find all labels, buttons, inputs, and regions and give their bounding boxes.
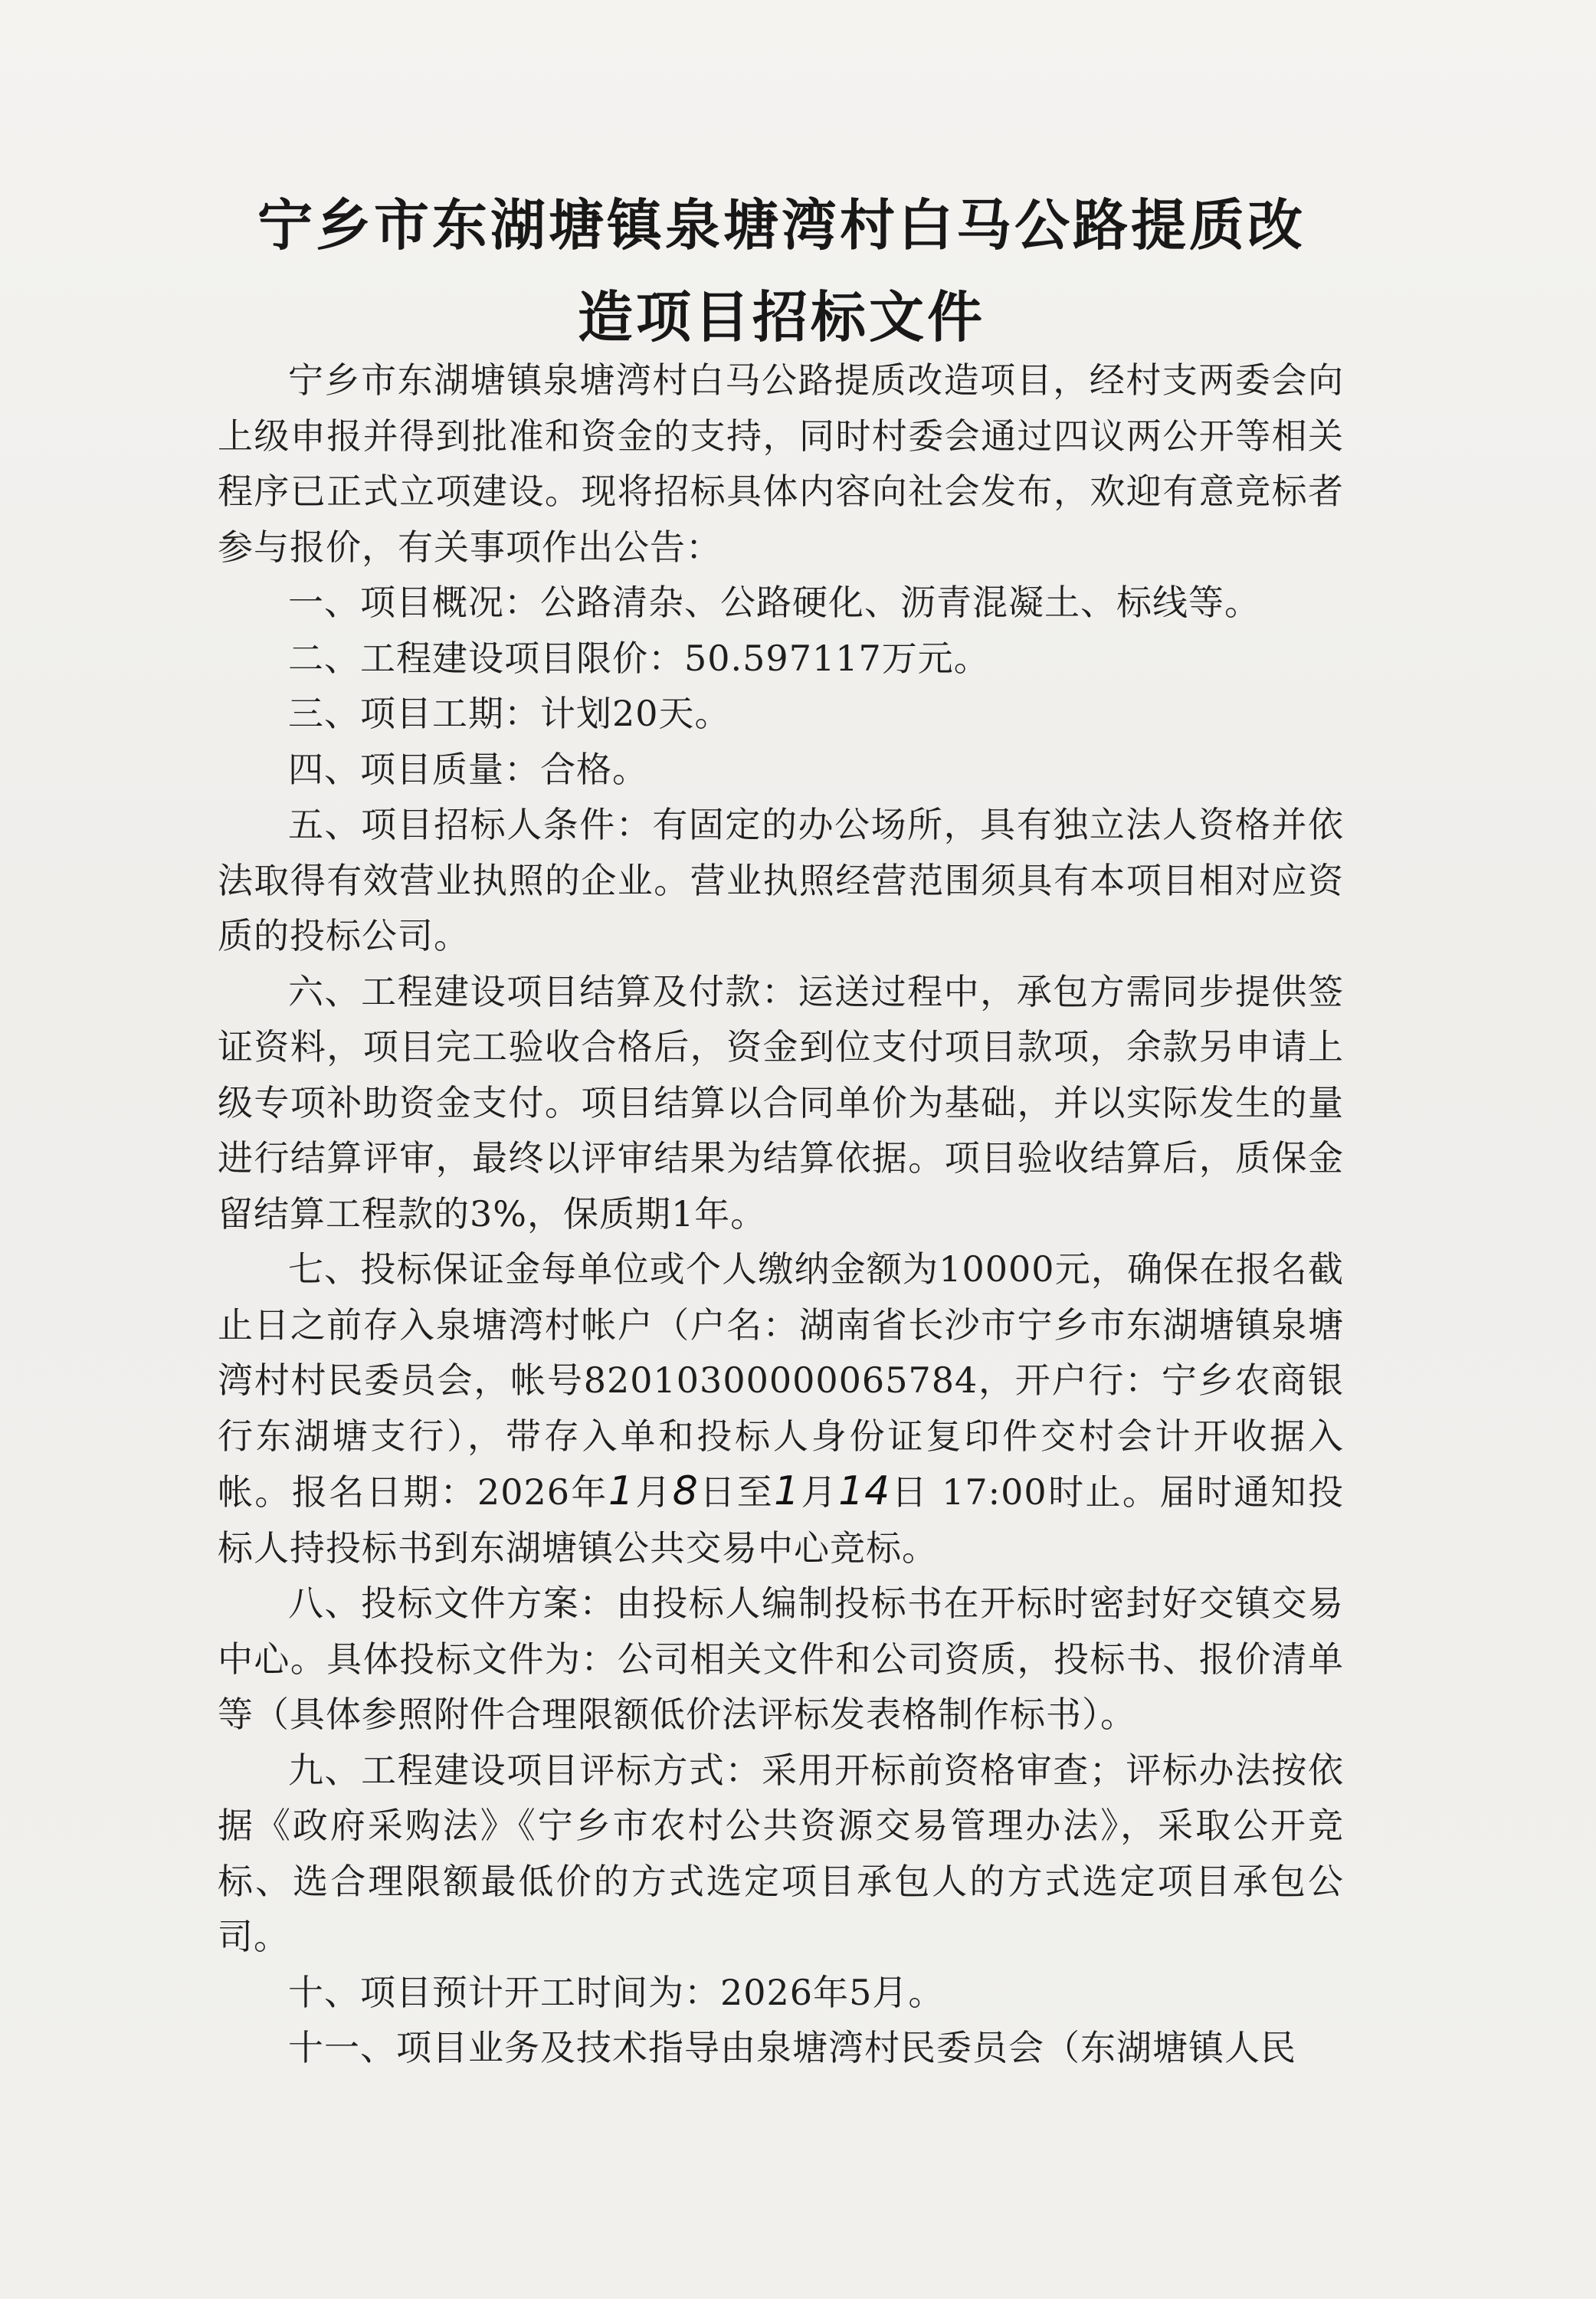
month-char-1: 月	[634, 1471, 673, 1513]
intro-paragraph: 宁乡市东湖塘镇泉塘湾村白马公路提质改造项目，经村支两委会向上级申报并得到批准和资金的支持，同时村委会通过四议两公开等相关程序已正式立项建设。现将招标具体内容向社会发布，欢迎有意竞标者参与报价，有关事项作出公告：	[218, 359, 1344, 568]
section-8-bid-documents: 八、投标文件方案：由投标人编制投标书在开标时密封好交镇交易中心。具体投标文件为：公司相关文件和公司资质，投标书、报价清单等（具体参照附件合理限额低价法评标发表格制作标书）。	[218, 1582, 1344, 1735]
section-11-guidance: 十一、项目业务及技术指导由泉塘湾村民委员会（东湖塘镇人民	[288, 2027, 1296, 2068]
section-5-bidder-requirements: 五、项目招标人条件：有固定的办公场所，具有独立法人资格并依法取得有效营业执照的企业。营业执照经营范围须具有本项目相对应资质的投标公司。	[218, 804, 1344, 956]
handwritten-start-day: 8	[672, 1468, 699, 1514]
document-title-line-2: 造项目招标文件	[577, 285, 985, 349]
section-1-overview: 一、项目概况：公路清杂、公路硬化、沥青混凝土、标线等。	[288, 582, 1260, 623]
section-7-bid-deposit	[218, 1241, 1344, 1576]
date-range-connector: 日至	[698, 1471, 775, 1513]
section-2-price-limit: 二、工程建设项目限价：50.597117万元。	[288, 637, 990, 679]
section-9-evaluation-method: 九、工程建设项目评标方式：采用开标前资格审查；评标办法按依据《政府采购法》《宁乡市农村公共资源交易管理办法》，采取公开竞标、选合理限额最低价的方式选定项目承包人的方式选定项目承包公司。	[218, 1749, 1344, 1957]
section-3-duration: 三、项目工期：计划20天。	[288, 693, 731, 734]
document-body	[218, 353, 1344, 2076]
deposit-text-part-1: 七、投标保证金每单位或个人缴纳金额为10000元，确保在报名截止日之前存入泉塘湾村帐户（户名：湖南省长沙市宁乡市东湖塘镇泉塘湾村村民委员会，帐号82010300000065784，开户行：宁乡农商银行东湖塘支行），带存入单和投标人身份证复印件交村会计开收据入帐。报名日期：2026年	[218, 1248, 1344, 1513]
month-char-2: 月	[800, 1471, 839, 1513]
document-title-line-1: 宁乡市东湖塘镇泉塘湾村白马公路提质改	[257, 193, 1306, 257]
section-4-quality: 四、项目质量：合格。	[288, 748, 648, 790]
handwritten-end-day: 14	[838, 1468, 891, 1514]
handwritten-start-month: 1	[608, 1468, 634, 1514]
deposit-text-part-2: 日 17:00时止。届时通知投标人持投标书到东湖塘镇公共交易中心竞标。	[218, 1471, 1345, 1569]
section-10-start-date: 十、项目预计开工时间为：2026年5月。	[288, 1971, 945, 2013]
section-6-settlement-payment: 六、工程建设项目结算及付款：运送过程中，承包方需同步提供签证资料，项目完工验收合格后，资金到位支付项目款项，余款另申请上级专项补助资金支付。项目结算以合同单价为基础，并以实际发生的量进行结算评审，最终以评审结果为结算依据。项目验收结算后，质保金留结算工程款的3%，保质期1年。	[218, 970, 1344, 1235]
handwritten-end-month: 1	[774, 1468, 801, 1514]
